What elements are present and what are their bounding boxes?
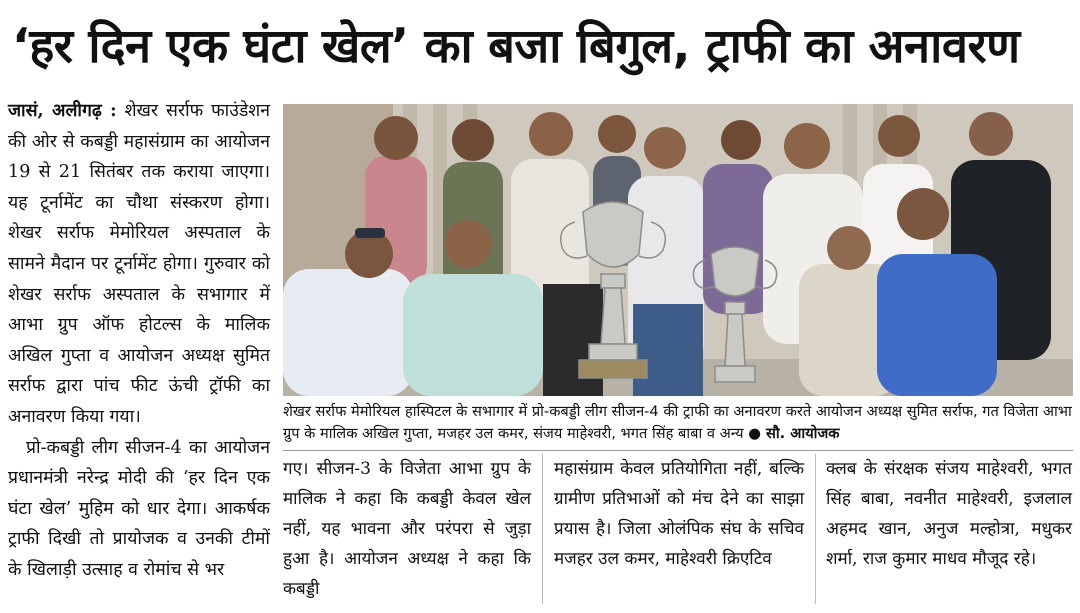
photo-caption [283, 401, 1073, 445]
photo-illustration [283, 104, 1073, 396]
article-column-2 [283, 454, 531, 604]
headline: ‘हर दिन एक घंटा खेल’ का बजा बिगुल, ट्राफी का अनावरण [12, 19, 1020, 74]
article-text-2: गए। सीजन-3 के विजेता आभा ग्रुप के मालिक ने कहा कि कबड्डी केवल खेल नहीं, यह भावना और परंपरा से जुड़ा हुआ है। आयोजन अध्यक्ष ने कहा कि कबड्डी [283, 459, 531, 599]
article-text-3: महासंग्राम केवल प्रतियोगिता नहीं, बल्कि ग्रामीण प्रतिभाओं को मंच देने का साझा प्रयास है। जिला ओलंपिक संघ के सचिव मजहर उल कमर, माहेश्वरी क्रिएटिव [554, 459, 804, 569]
article-column-1 [8, 96, 270, 586]
column-divider [815, 454, 816, 604]
article-column-3 [554, 454, 804, 574]
caption-divider [283, 450, 1073, 451]
column-divider [542, 454, 543, 604]
article-paragraph-2: प्रो-कबड्डी लीग सीजन-4 का आयोजन प्रधानमंत्री नरेन्द्र मोदी की ‘हर दिन एक घंटा खेल’ मुहिम को धार देगा। आकर्षक ट्राफी दिखी तो प्रायोजक व उनकी टीमों के खिलाड़ी उत्साह व रोमांच से भर [8, 437, 270, 580]
dateline: जासं, अलीगढ़ : [8, 100, 117, 121]
caption-text: शेखर सर्राफ मेमोरियल हास्पिटल के सभागार में प्रो-कबड्डी लीग सीजन-4 की ट्राफी का अनावरण करते आयोजन अध्यक्ष सुमित सर्राफ, गत विजेता आभा ग्रुप के मालिक अखिल गुप्ता, मजहर उल कमर, संजय माहेश्वरी, भगत सिंह बाबा व अन्य [283, 403, 1072, 442]
article-text-4: क्लब के संरक्षक संजय माहेश्वरी, भगत सिंह बाबा, नवनीत माहेश्वरी, इजलाल अहमद खान, अनुज मल्होत्रा, मधुकर शर्मा, राज कुमार माधव मौजूद रहे। [826, 459, 1072, 569]
article-column-4 [826, 454, 1072, 574]
trophy-unveiling-photo [283, 104, 1073, 396]
article-text-1: शेखर सर्राफ फाउंडेशन की ओर से कबड्डी महासंग्राम का आयोजन 19 से 21 सितंबर तक कराया जाएगा। यह टूर्नामेंट का चौथा संस्करण होगा। शेखर सर्राफ मेमोरियल अस्पताल के सामने मैदान पर टूर्नामेंट होगा। गुरुवार को शेखर सर्राफ अस्पताल के सभागार में आभा ग्रुप ऑफ होटल्स के मालिक अखिल गुप्ता व आयोजन अध्यक्ष सुमित सर्राफ द्वारा पांच फीट ऊंची ट्रॉफी का अनावरण किया गया। [8, 101, 270, 427]
article-paragraph-1 [8, 96, 270, 433]
photo-credit: ● सौ. आयोजक [748, 425, 840, 442]
